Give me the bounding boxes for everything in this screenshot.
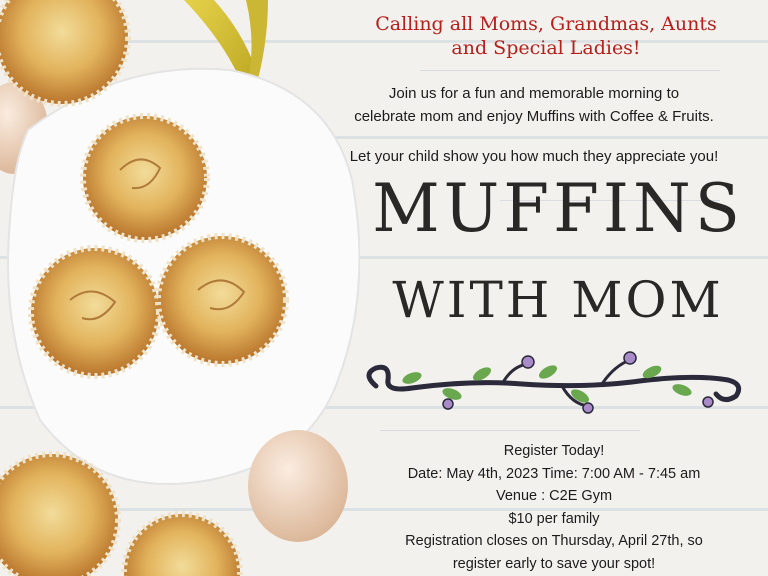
date-time: Date: May 4th, 2023 Time: 7:00 AM - 7:45 am [407,465,701,482]
headline-line: and Special Ladies! [451,37,641,59]
appreciate-text: Let your child show you how much they appreciate you! [349,148,719,165]
intro-text [300,82,768,128]
egg [248,430,348,542]
venue: Venue : C2E Gym [495,488,613,504]
intro-line: celebrate mom and enjoy Muffins with Coffee & Fruits. [354,108,714,125]
vine-ornament [352,344,752,414]
headline-line: Calling all Moms, Grandmas, Aunts [375,13,717,35]
muffin [158,236,286,364]
price: $10 per family [508,510,600,527]
title-muffins: MUFFINS [372,170,744,247]
register-today: Register Today! [503,443,605,459]
muffin [0,454,118,576]
headline [336,12,756,60]
muffin [31,248,159,376]
muffin [124,514,240,576]
wood-grain [420,70,720,71]
registration-closes: Registration closes on Thursday, April 27th, so [405,533,703,549]
register-early: register early to save your spot! [452,555,656,572]
event-details [340,440,768,575]
title-with-mom: WITH MOM [392,271,724,329]
muffin [83,116,207,240]
wood-grain [380,430,640,431]
intro-line: Join us for a fun and memorable morning to [388,85,680,102]
